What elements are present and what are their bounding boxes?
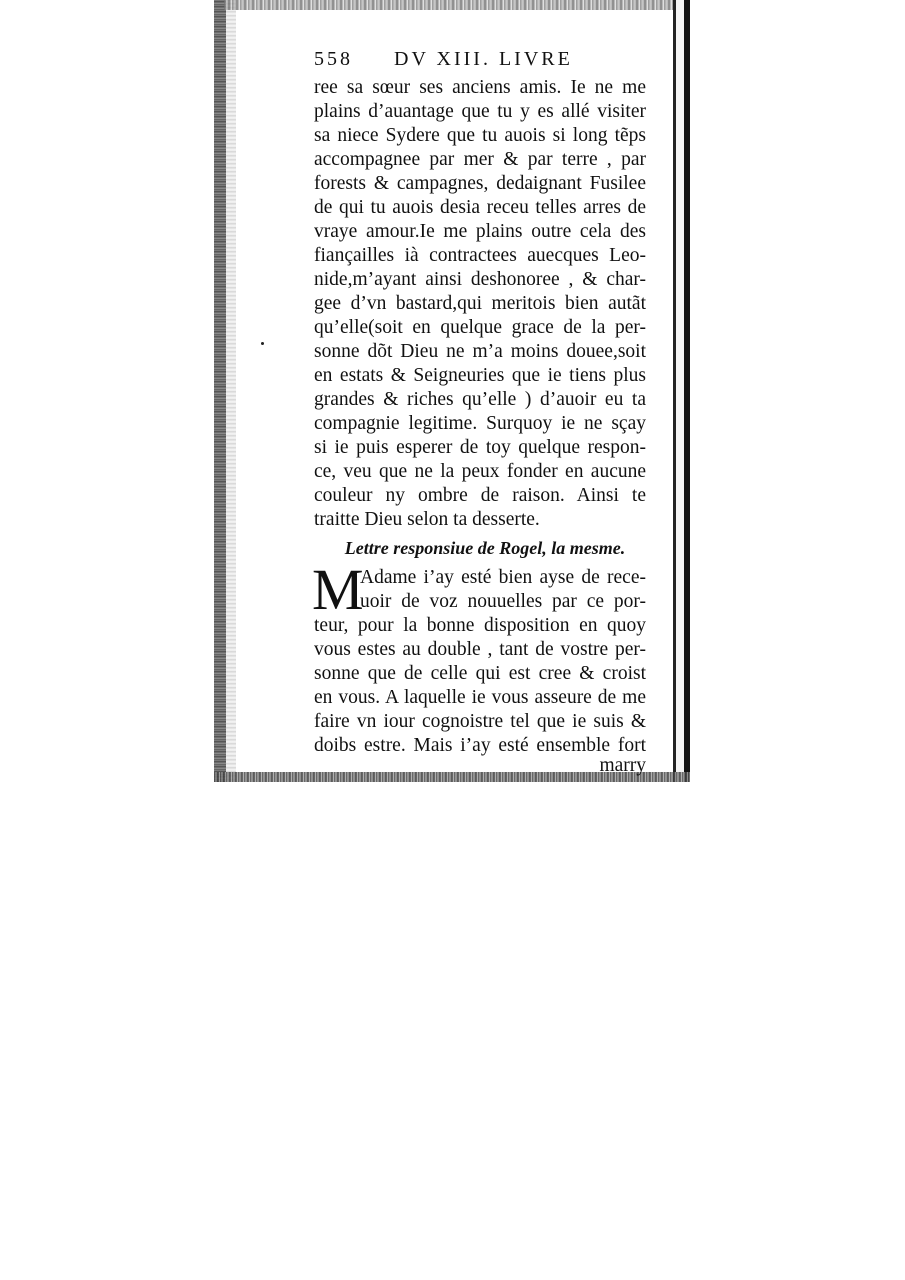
running-head: DV XIII. LIVRE (394, 48, 573, 70)
text-line: sa niece Sydere que tu auois si long tẽps (314, 125, 646, 146)
text-line: de qui tu auois desia receu telles arres de (314, 197, 646, 218)
text-line: faire vn iour cognoistre tel que ie suis & (314, 711, 646, 732)
text-line: sonne dõt Dieu ne m’a moins douee,soit (314, 341, 646, 362)
text-line: compagnie legitime. Surquoy ie ne sçay (314, 413, 646, 434)
text-line: sonne que de celle qui est cree & croist (314, 663, 646, 684)
text-line-last: traitte Dieu selon ta desserte. (314, 509, 540, 530)
text-line: fiançailles ià contractees auecques Leo- (314, 245, 646, 266)
catchword: marry (599, 755, 646, 776)
page-gutter-fade (226, 0, 236, 782)
text-line: ce, veu que ne la peux fonder en aucune (314, 461, 646, 482)
page-number: 558 (314, 48, 353, 70)
text-line: en vous. A laquelle ie vous asseure de me (314, 687, 646, 708)
text-line: nide,m’ayant ainsi deshonoree , & char- (314, 269, 646, 290)
text-line: uoir de voz nouuelles par ce por- (360, 591, 646, 612)
text-line: qu’elle(soit en quelque grace de la per- (314, 317, 646, 338)
text-line: ree sa sœur ses anciens amis. Ie ne me (314, 77, 646, 98)
ink-speck (261, 342, 264, 345)
page-top-edge (224, 0, 690, 10)
book-page-scan (214, 0, 690, 782)
text-line: couleur ny ombre de raison. Ainsi te (314, 485, 646, 506)
page-header (314, 48, 649, 78)
text-line: teur, pour la bonne disposition en quoy (314, 615, 646, 636)
page-right-edge (684, 0, 690, 782)
text-line: Adame i’ay esté bien ayse de rece- (360, 567, 646, 588)
text-line: vous estes au double , tant de vostre per- (314, 639, 646, 660)
drop-cap: M (312, 557, 364, 622)
text-line: gee d’vn bastard,qui meritois bien autãt (314, 293, 646, 314)
text-line: forests & campagnes, dedaignant Fusilee (314, 173, 646, 194)
letter-heading: Lettre responsiue de Rogel, la mesme. (344, 538, 626, 558)
text-line: grandes & riches qu’elle ) d’auoir eu ta (314, 389, 646, 410)
page-gutter-shadow (214, 0, 226, 782)
text-line: accompagnee par mer & par terre , par (314, 149, 646, 170)
text-line: en estats & Seigneuries que ie tiens plus (314, 365, 646, 386)
text-line: plains d’auantage que tu y es allé visiter (314, 101, 646, 122)
text-line: si ie puis esperer de toy quelque respon- (314, 437, 646, 458)
page-right-edge-gap (676, 0, 684, 782)
text-line: vraye amour.Ie me plains outre cela des (314, 221, 646, 242)
text-line: doibs estre. Mais i’ay esté ensemble fort (314, 735, 646, 756)
